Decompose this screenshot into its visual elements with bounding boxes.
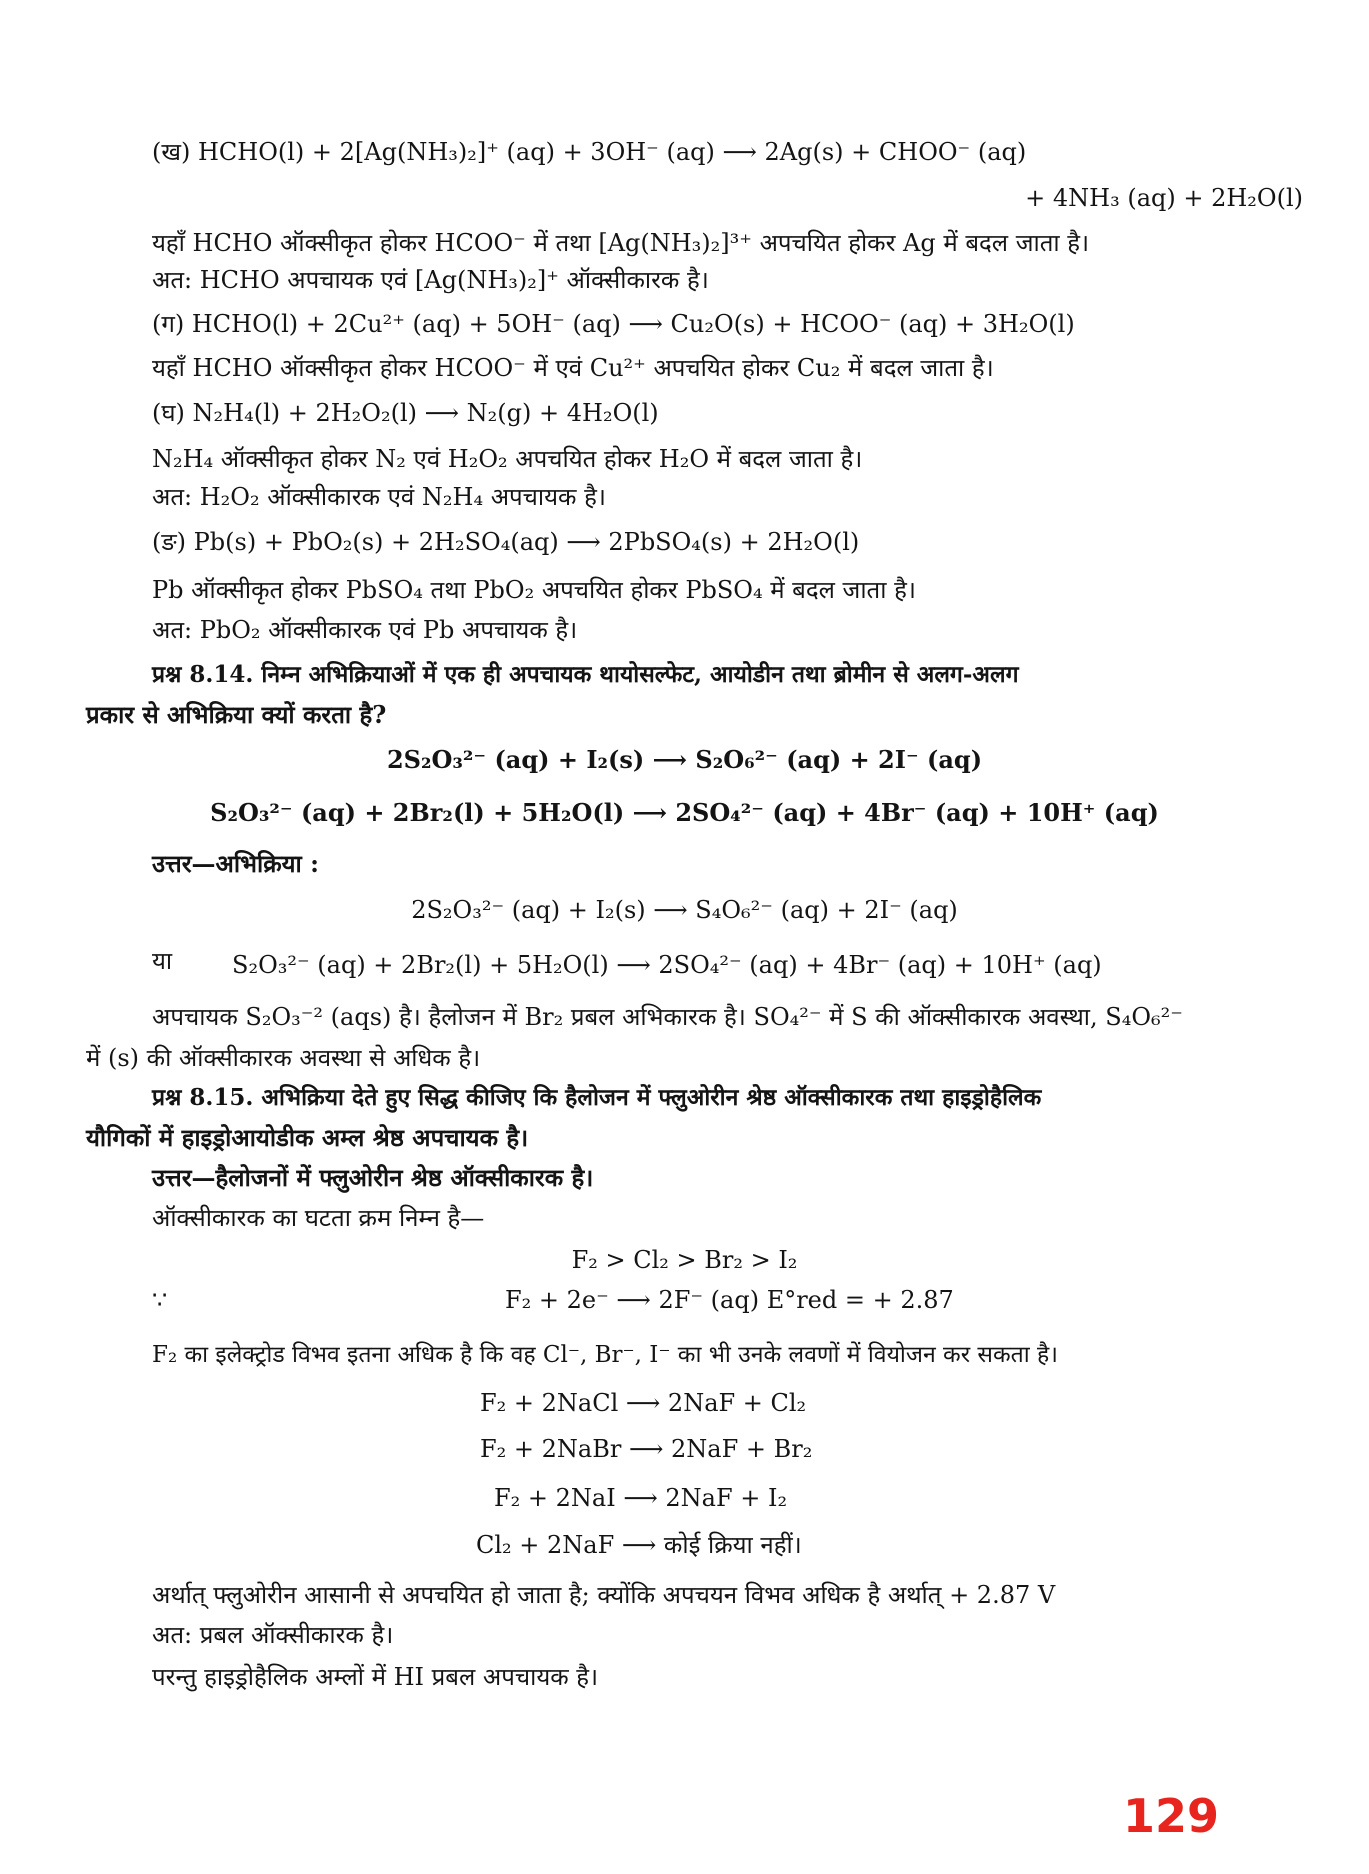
reaction-gha: (घ) N₂H₄(l) + 2H₂O₂(l) ⟶ N₂(g) + 4H₂O(l) [152,399,659,427]
text-line: अर्थात् फ्लुओरीन आसानी से अपचयित हो जाता है; क्योंकि अपचयन विभव अधिक है अर्थात् + 2.87 V [152,1581,1056,1609]
equation: S₂O₃²⁻ (aq) + 2Br₂(l) + 5H₂O(l) ⟶ 2SO₄²⁻ (aq) + 4Br⁻ (aq) + 10H⁺ (aq) [232,951,1102,979]
equation: S₂O₃²⁻ (aq) + 2Br₂(l) + 5H₂O(l) ⟶ 2SO₄²⁻ (aq) + 4Br⁻ (aq) + 10H⁺ (aq) [210,798,1159,827]
reaction-nga: (ङ) Pb(s) + PbO₂(s) + 2H₂SO₄(aq) ⟶ 2PbSO₄(s) + 2H₂O(l) [152,528,860,556]
question-8-14-continued: प्रकार से अभिक्रिया क्यों करता है? [86,700,387,729]
equation: Cl₂ + 2NaF ⟶ कोई क्रिया नहीं। [476,1531,802,1559]
text-line: F₂ का इलेक्ट्रोड विभव इतना अधिक है कि वह Cl⁻, Br⁻, I⁻ का भी उनके लवणों में वियोजन कर सकता है। [152,1342,1058,1368]
text-line: अत: H₂O₂ ऑक्सीकारक एवं N₂H₄ अपचायक है। [152,483,606,511]
reaction-ga: (ग) HCHO(l) + 2Cu²⁺ (aq) + 5OH⁻ (aq) ⟶ Cu₂O(s) + HCOO⁻ (aq) + 3H₂O(l) [152,310,1075,338]
question-8-15-continued: यौगिकों में हाइड्रोआयोडीक अम्ल श्रेष्ठ अपचायक है। [86,1123,529,1152]
page-number: 129 [1122,1789,1219,1843]
answer-heading: उत्तर—हैलोजनों में फ्लुओरीन श्रेष्ठ ऑक्सीकारक है। [152,1163,594,1192]
because-symbol: ∵ [152,1286,168,1314]
equation: 2S₂O₃²⁻ (aq) + I₂(s) ⟶ S₂O₆²⁻ (aq) + 2I⁻ (aq) [386,745,983,774]
answer-heading: उत्तर—अभिक्रिया : [152,849,319,878]
text-line: में (s) की ऑक्सीकारक अवस्था से अधिक है। [86,1044,481,1072]
text-line: N₂H₄ ऑक्सीकृत होकर N₂ एवं H₂O₂ अपचयित होकर H₂O में बदल जाता है। [152,445,863,473]
equation: F₂ + 2NaCl ⟶ 2NaF + Cl₂ [480,1389,807,1417]
text-line: अत: HCHO अपचायक एवं [Ag(NH₃)₂]⁺ ऑक्सीकारक है। [152,266,709,294]
equation: F₂ + 2e⁻ ⟶ 2F⁻ (aq) E°red = + 2.87 [505,1286,954,1314]
text-line: अत: PbO₂ ऑक्सीकारक एवं Pb अपचायक है। [152,616,578,644]
text-line: यहाँ HCHO ऑक्सीकृत होकर HCOO⁻ में एवं Cu²⁺ अपचयित होकर Cu₂ में बदल जाता है। [152,354,994,382]
question-8-14: प्रश्न 8.14. निम्न अभिक्रियाओं में एक ही अपचायक थायोसल्फेट, आयोडीन तथा ब्रोमीन से अलग-अलग [152,661,1019,688]
equation: F₂ + 2NaBr ⟶ 2NaF + Br₂ [480,1435,813,1463]
text-line: अत: प्रबल ऑक्सीकारक है। [152,1621,394,1649]
equation: F₂ > Cl₂ > Br₂ > I₂ [571,1246,798,1274]
reaction-kha-continued: + 4NH₃ (aq) + 2H₂O(l) [1025,184,1303,212]
question-8-15: प्रश्न 8.15. अभिक्रिया देते हुए सिद्ध कीजिए कि हैलोजन में फ्लुओरीन श्रेष्ठ ऑक्सीकारक तथा हाइड्रोहैलिक [152,1084,1042,1111]
text-line: Pb ऑक्सीकृत होकर PbSO₄ तथा PbO₂ अपचयित होकर PbSO₄ में बदल जाता है। [152,576,916,604]
text-line: ऑक्सीकारक का घटता क्रम निम्न है— [152,1204,485,1232]
equation: 2S₂O₃²⁻ (aq) + I₂(s) ⟶ S₄O₆²⁻ (aq) + 2I⁻ (aq) [411,896,958,924]
reaction-kha: (ख) HCHO(l) + 2[Ag(NH₃)₂]⁺ (aq) + 3OH⁻ (aq) ⟶ 2Ag(s) + CHOO⁻ (aq) [152,138,1027,166]
text-line: यहाँ HCHO ऑक्सीकृत होकर HCOO⁻ में तथा [Ag(NH₃)₂]³⁺ अपचयित होकर Ag में बदल जाता है। [152,229,1090,257]
text-line: परन्तु हाइड्रोहैलिक अम्लों में HI प्रबल अपचायक है। [152,1663,599,1691]
or-label: या [152,947,173,975]
text-line: अपचायक S₂O₃⁻² (aqs) है। हैलोजन में Br₂ प्रबल अभिकारक है। SO₄²⁻ में S की ऑक्सीकारक अवस्था, S₄O₆²⁻ [152,1003,1183,1031]
equation: F₂ + 2NaI ⟶ 2NaF + I₂ [494,1484,788,1512]
